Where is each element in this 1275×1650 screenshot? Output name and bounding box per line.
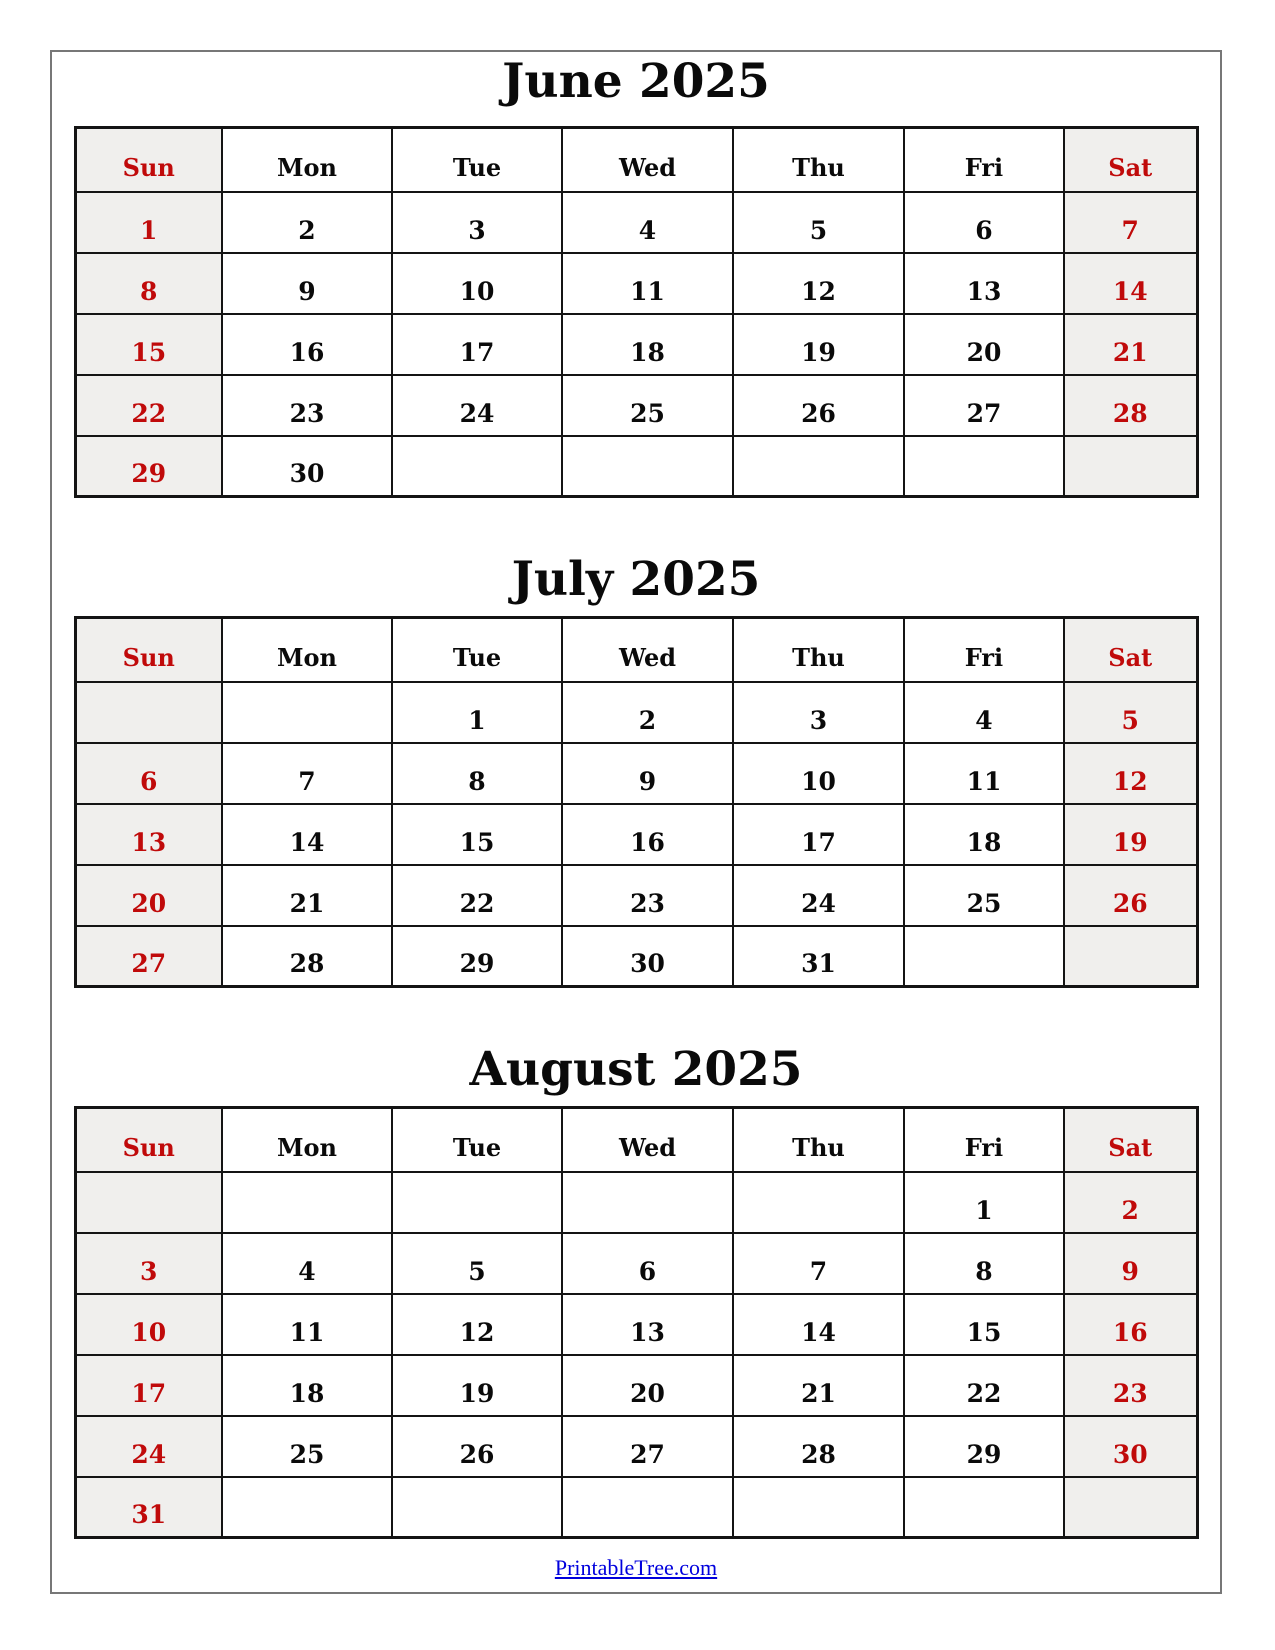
- date-cell-july-2025-3: 3: [733, 682, 904, 743]
- week-row: [75, 192, 1197, 253]
- day-header-sat: Sat: [1064, 1108, 1197, 1172]
- date-cell-august-2025-31: 31: [75, 1477, 222, 1538]
- empty-cell: [75, 1172, 222, 1233]
- date-cell-august-2025-30: 30: [1064, 1416, 1197, 1477]
- date-cell-june-2025-30: 30: [222, 436, 392, 497]
- week-row: [75, 1172, 1197, 1233]
- date-cell-august-2025-10: 10: [75, 1294, 222, 1355]
- date-cell-june-2025-8: 8: [75, 253, 222, 314]
- date-cell-august-2025-3: 3: [75, 1233, 222, 1294]
- date-cell-june-2025-1: 1: [75, 192, 222, 253]
- date-cell-june-2025-17: 17: [392, 314, 562, 375]
- date-cell-june-2025-2: 2: [222, 192, 392, 253]
- day-header-fri: Fri: [904, 618, 1064, 682]
- date-cell-august-2025-18: 18: [222, 1355, 392, 1416]
- month-august-2025: [52, 1044, 1220, 1539]
- empty-cell: [733, 1477, 904, 1538]
- date-cell-july-2025-6: 6: [75, 743, 222, 804]
- week-row: [75, 1477, 1197, 1538]
- date-cell-july-2025-14: 14: [222, 804, 392, 865]
- date-cell-july-2025-29: 29: [392, 926, 562, 987]
- date-cell-july-2025-17: 17: [733, 804, 904, 865]
- day-header-thu: Thu: [733, 1108, 904, 1172]
- day-header-sun: Sun: [75, 618, 222, 682]
- date-cell-july-2025-22: 22: [392, 865, 562, 926]
- date-cell-june-2025-10: 10: [392, 253, 562, 314]
- date-cell-august-2025-5: 5: [392, 1233, 562, 1294]
- week-row: [75, 375, 1197, 436]
- empty-cell: [733, 436, 904, 497]
- date-cell-july-2025-28: 28: [222, 926, 392, 987]
- date-cell-august-2025-27: 27: [562, 1416, 733, 1477]
- empty-cell: [392, 1477, 562, 1538]
- date-cell-july-2025-30: 30: [562, 926, 733, 987]
- date-cell-july-2025-25: 25: [904, 865, 1064, 926]
- date-cell-july-2025-1: 1: [392, 682, 562, 743]
- footer-link[interactable]: PrintableTree.com: [554, 1555, 718, 1580]
- date-cell-july-2025-24: 24: [733, 865, 904, 926]
- empty-cell: [904, 926, 1064, 987]
- day-header-sun: Sun: [75, 128, 222, 192]
- date-cell-june-2025-18: 18: [562, 314, 733, 375]
- week-row: [75, 682, 1197, 743]
- date-cell-july-2025-2: 2: [562, 682, 733, 743]
- month-title-june-2025: June 2025: [502, 54, 770, 109]
- date-cell-july-2025-27: 27: [75, 926, 222, 987]
- date-cell-june-2025-19: 19: [733, 314, 904, 375]
- date-cell-june-2025-20: 20: [904, 314, 1064, 375]
- day-header-tue: Tue: [392, 128, 562, 192]
- date-cell-june-2025-6: 6: [904, 192, 1064, 253]
- date-cell-august-2025-23: 23: [1064, 1355, 1197, 1416]
- date-cell-august-2025-7: 7: [733, 1233, 904, 1294]
- date-cell-august-2025-6: 6: [562, 1233, 733, 1294]
- date-cell-july-2025-31: 31: [733, 926, 904, 987]
- week-row: [75, 436, 1197, 497]
- day-header-sun: Sun: [75, 1108, 222, 1172]
- date-cell-june-2025-22: 22: [75, 375, 222, 436]
- date-cell-july-2025-26: 26: [1064, 865, 1197, 926]
- date-cell-july-2025-7: 7: [222, 743, 392, 804]
- week-row: [75, 314, 1197, 375]
- date-cell-june-2025-25: 25: [562, 375, 733, 436]
- day-header-thu: Thu: [733, 128, 904, 192]
- date-cell-august-2025-1: 1: [904, 1172, 1064, 1233]
- month-title-august-2025: August 2025: [469, 1042, 803, 1097]
- date-cell-august-2025-22: 22: [904, 1355, 1064, 1416]
- week-row: [75, 865, 1197, 926]
- date-cell-june-2025-12: 12: [733, 253, 904, 314]
- date-cell-june-2025-24: 24: [392, 375, 562, 436]
- date-cell-august-2025-8: 8: [904, 1233, 1064, 1294]
- empty-cell: [222, 1172, 392, 1233]
- date-cell-july-2025-15: 15: [392, 804, 562, 865]
- day-header-row: [75, 1108, 1197, 1172]
- date-cell-june-2025-15: 15: [75, 314, 222, 375]
- day-header-tue: Tue: [392, 1108, 562, 1172]
- date-cell-august-2025-25: 25: [222, 1416, 392, 1477]
- date-cell-june-2025-29: 29: [75, 436, 222, 497]
- week-row: [75, 1294, 1197, 1355]
- calendar-grid-july-2025: [74, 616, 1199, 988]
- date-cell-august-2025-19: 19: [392, 1355, 562, 1416]
- day-header-mon: Mon: [222, 618, 392, 682]
- week-row: [75, 804, 1197, 865]
- empty-cell: [222, 682, 392, 743]
- week-row: [75, 926, 1197, 987]
- page-frame: [50, 50, 1222, 1594]
- day-header-fri: Fri: [904, 128, 1064, 192]
- date-cell-june-2025-13: 13: [904, 253, 1064, 314]
- date-cell-july-2025-18: 18: [904, 804, 1064, 865]
- empty-cell: [904, 436, 1064, 497]
- date-cell-august-2025-11: 11: [222, 1294, 392, 1355]
- date-cell-june-2025-23: 23: [222, 375, 392, 436]
- date-cell-july-2025-16: 16: [562, 804, 733, 865]
- date-cell-june-2025-4: 4: [562, 192, 733, 253]
- date-cell-july-2025-23: 23: [562, 865, 733, 926]
- date-cell-july-2025-4: 4: [904, 682, 1064, 743]
- month-july-2025: [52, 554, 1220, 988]
- date-cell-august-2025-4: 4: [222, 1233, 392, 1294]
- empty-cell: [222, 1477, 392, 1538]
- date-cell-august-2025-12: 12: [392, 1294, 562, 1355]
- empty-cell: [562, 1172, 733, 1233]
- date-cell-july-2025-8: 8: [392, 743, 562, 804]
- day-header-sat: Sat: [1064, 618, 1197, 682]
- date-cell-july-2025-21: 21: [222, 865, 392, 926]
- date-cell-july-2025-12: 12: [1064, 743, 1197, 804]
- empty-cell: [75, 682, 222, 743]
- date-cell-august-2025-24: 24: [75, 1416, 222, 1477]
- day-header-mon: Mon: [222, 1108, 392, 1172]
- day-header-row: [75, 618, 1197, 682]
- week-row: [75, 743, 1197, 804]
- empty-cell: [392, 1172, 562, 1233]
- date-cell-august-2025-9: 9: [1064, 1233, 1197, 1294]
- calendar-grid-august-2025: [74, 1106, 1199, 1539]
- date-cell-august-2025-21: 21: [733, 1355, 904, 1416]
- empty-cell: [1064, 926, 1197, 987]
- date-cell-june-2025-5: 5: [733, 192, 904, 253]
- empty-cell: [392, 436, 562, 497]
- date-cell-june-2025-26: 26: [733, 375, 904, 436]
- date-cell-august-2025-20: 20: [562, 1355, 733, 1416]
- day-header-fri: Fri: [904, 1108, 1064, 1172]
- empty-cell: [904, 1477, 1064, 1538]
- date-cell-august-2025-14: 14: [733, 1294, 904, 1355]
- date-cell-june-2025-27: 27: [904, 375, 1064, 436]
- week-row: [75, 1416, 1197, 1477]
- date-cell-june-2025-9: 9: [222, 253, 392, 314]
- week-row: [75, 1233, 1197, 1294]
- date-cell-august-2025-17: 17: [75, 1355, 222, 1416]
- date-cell-june-2025-28: 28: [1064, 375, 1197, 436]
- date-cell-june-2025-16: 16: [222, 314, 392, 375]
- date-cell-july-2025-9: 9: [562, 743, 733, 804]
- date-cell-august-2025-2: 2: [1064, 1172, 1197, 1233]
- empty-cell: [1064, 1477, 1197, 1538]
- week-row: [75, 253, 1197, 314]
- day-header-wed: Wed: [562, 128, 733, 192]
- month-title-july-2025: July 2025: [511, 552, 761, 607]
- footer: [52, 1555, 1220, 1581]
- date-cell-august-2025-13: 13: [562, 1294, 733, 1355]
- empty-cell: [1064, 436, 1197, 497]
- date-cell-july-2025-20: 20: [75, 865, 222, 926]
- month-june-2025: [52, 56, 1220, 498]
- day-header-wed: Wed: [562, 1108, 733, 1172]
- date-cell-july-2025-11: 11: [904, 743, 1064, 804]
- date-cell-july-2025-19: 19: [1064, 804, 1197, 865]
- week-row: [75, 1355, 1197, 1416]
- day-header-mon: Mon: [222, 128, 392, 192]
- date-cell-june-2025-11: 11: [562, 253, 733, 314]
- day-header-wed: Wed: [562, 618, 733, 682]
- date-cell-june-2025-21: 21: [1064, 314, 1197, 375]
- empty-cell: [733, 1172, 904, 1233]
- calendar-grid-june-2025: [74, 126, 1199, 498]
- date-cell-august-2025-16: 16: [1064, 1294, 1197, 1355]
- day-header-row: [75, 128, 1197, 192]
- date-cell-august-2025-28: 28: [733, 1416, 904, 1477]
- date-cell-july-2025-13: 13: [75, 804, 222, 865]
- date-cell-august-2025-26: 26: [392, 1416, 562, 1477]
- date-cell-august-2025-29: 29: [904, 1416, 1064, 1477]
- day-header-sat: Sat: [1064, 128, 1197, 192]
- day-header-thu: Thu: [733, 618, 904, 682]
- date-cell-june-2025-3: 3: [392, 192, 562, 253]
- empty-cell: [562, 1477, 733, 1538]
- empty-cell: [562, 436, 733, 497]
- date-cell-june-2025-7: 7: [1064, 192, 1197, 253]
- months-container: [52, 56, 1220, 1539]
- date-cell-august-2025-15: 15: [904, 1294, 1064, 1355]
- date-cell-june-2025-14: 14: [1064, 253, 1197, 314]
- day-header-tue: Tue: [392, 618, 562, 682]
- date-cell-july-2025-10: 10: [733, 743, 904, 804]
- date-cell-july-2025-5: 5: [1064, 682, 1197, 743]
